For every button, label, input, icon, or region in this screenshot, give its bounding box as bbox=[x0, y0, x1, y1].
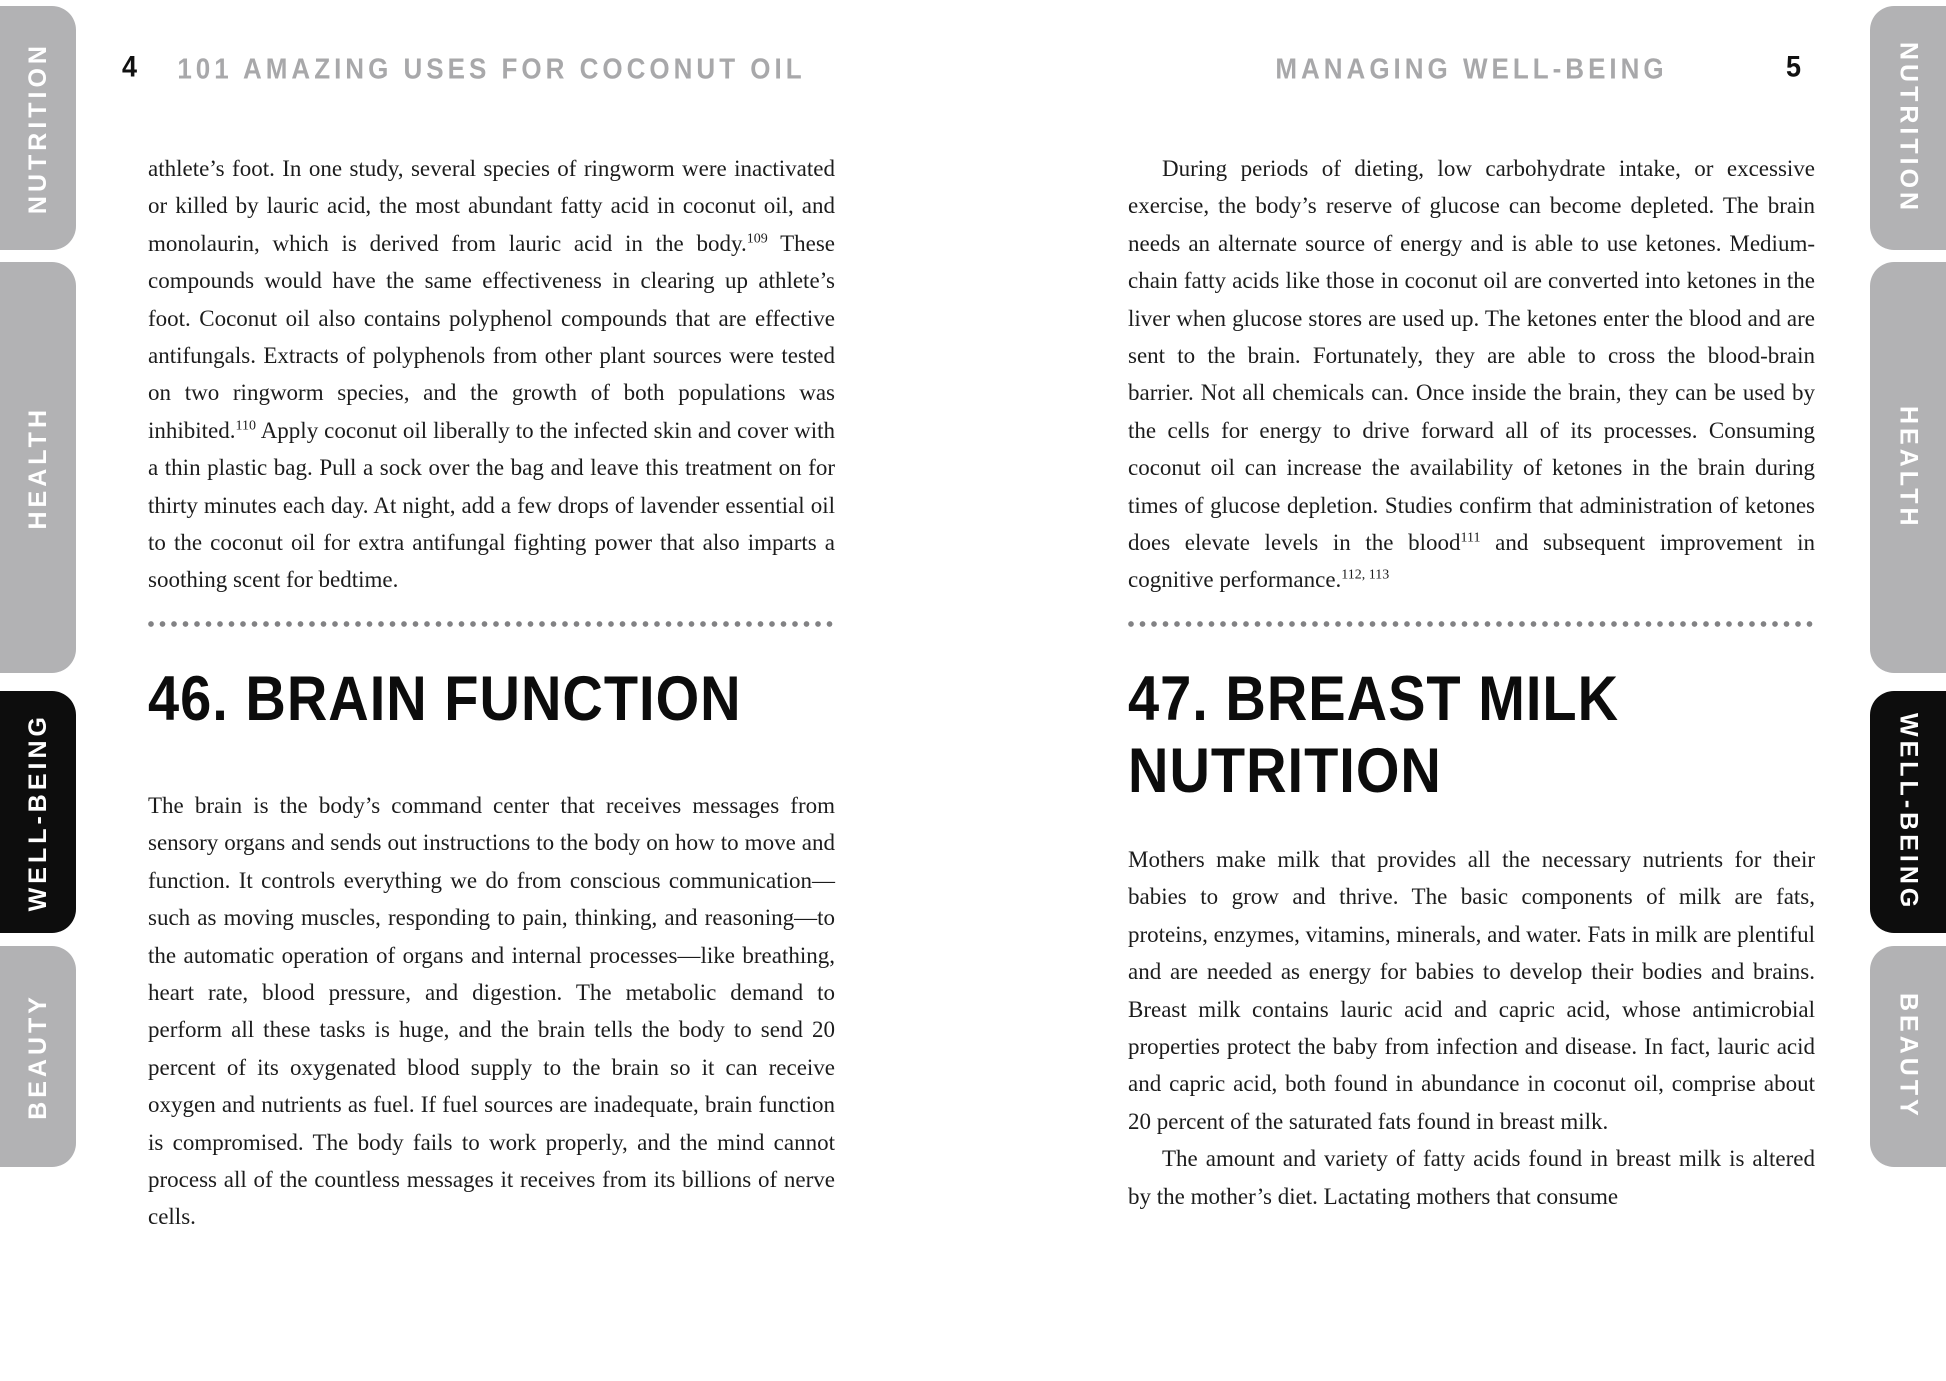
section-tab-label: NUTRITION bbox=[1894, 41, 1923, 215]
section-tab-well-being-right bbox=[1870, 691, 1946, 933]
page-number-right: 5 bbox=[1786, 50, 1802, 83]
right-page-text-column bbox=[1128, 150, 1815, 1215]
running-head-right: MANAGING WELL-BEING bbox=[1275, 52, 1668, 85]
body-paragraph: The brain is the body’s command center that receives messages from sensory organs and sends out instructions to the body on how to move and function. It controls everything we do from conscious communication—such as moving muscles, responding to pain, thinking, and reasoning—to the automatic operation of organs and internal processes—like breathing, heart rate, blood pressure, and digestion. The metabolic demand to perform all these tasks is huge, and the brain tells the body to send 20 percent of its oxygenated blood supply to the brain so it can receive oxygen and nutrients as fuel. If fuel sources are inadequate, brain function is compromised. The body fails to work properly, and the mind cannot process all of the countless messages it receives from its billions of nerve cells. bbox=[148, 792, 835, 1230]
heading-line: NUTRITION bbox=[1128, 734, 1442, 806]
section-tab-beauty-left bbox=[0, 946, 76, 1167]
body-paragraph: Mothers make milk that provides all the necessary nutrients for their babies to grow and thrive. The basic components of milk are fats, proteins, enzymes, vitamins, minerals, and water. Fats in milk are plentiful and are needed as energy for babies to develop their bodies and brains. Breast milk contains lauric acid and capric acid, whose antimicrobial properties protect the baby from infection and disease. In fact, lauric acid and capric acid, both found in abundance in coconut oil, comprise about 20 percent of the saturated fats found in breast milk. bbox=[1128, 846, 1815, 1134]
section-tab-label: HEALTH bbox=[23, 405, 52, 530]
section-heading-46-brain-function: 46. BRAIN FUNCTION bbox=[148, 662, 742, 734]
section-tab-health-left bbox=[0, 262, 76, 673]
section-tab-well-being-left bbox=[0, 691, 76, 933]
section-tab-label: HEALTH bbox=[1894, 405, 1923, 530]
section-tab-beauty-right bbox=[1870, 946, 1946, 1167]
section-tab-label: NUTRITION bbox=[23, 41, 52, 215]
section-tab-label: WELL-BEING bbox=[1894, 712, 1923, 912]
dotted-section-divider bbox=[1128, 621, 1815, 627]
body-paragraph: The amount and variety of fatty acids found in breast milk is altered by the mother’s diet. Lactating mothers that consume bbox=[1128, 1146, 1815, 1209]
body-paragraph-continued: athlete’s foot. In one study, several species of ringworm were inactivated or killed by lauric acid, the most abundant fatty acid in coconut oil, and monolaurin, which is derived from lauric acid in the body.$^{109}$ These compounds would have the same effectiveness in clearing up athlete’s foot. Coconut oil also contains polyphenol compounds that are effective antifungals. Extracts of polyphenols from other plant sources were tested on two ringworm species, and the growth of both populations was inhibited.$^{110}$ Apply coconut oil liberally to the infected skin and cover with a thin plastic bag. Pull a sock over the bag and leave this treatment on for thirty minutes each day. At night, add a few drops of lavender essential oil to the coconut oil for extra antifungal fighting power that also imparts a soothing scent for bedtime. bbox=[148, 156, 835, 593]
running-head-left: 101 AMAZING USES FOR COCONUT OIL bbox=[177, 52, 806, 85]
section-tab-health-right bbox=[1870, 262, 1946, 673]
heading-line: 47. BREAST MILK bbox=[1128, 662, 1620, 734]
section-tab-nutrition-right bbox=[1870, 6, 1946, 250]
body-paragraph-continued: During periods of dieting, low carbohydrate intake, or excessive exercise, the body’s reserve of glucose can become depleted. The brain needs an alternate source of energy and is able to use ketones. Medium-chain fatty acids like those in coconut oil are converted into ketones in the liver when glucose stores are used up. The ketones enter the blood and are sent to the brain. Fortunately, they are able to cross the blood-brain barrier. Not all chemicals can. Once inside the brain, they can be used by the cells for energy to drive forward all of its processes. Consuming coconut oil can increase the availability of ketones in the brain during times of glucose depletion. Studies confirm that administration of ketones does elevate levels in the blood$^{111}$ and subsequent improvement in cognitive performance.$^{112, 113}$ bbox=[1128, 156, 1815, 593]
section-heading-47-breast-milk-nutrition bbox=[1128, 663, 1815, 806]
section-tab-label: WELL-BEING bbox=[23, 712, 52, 912]
section-tab-label: BEAUTY bbox=[23, 993, 52, 1120]
section-tab-nutrition-left bbox=[0, 6, 76, 250]
section-tab-label: BEAUTY bbox=[1894, 993, 1923, 1120]
left-page-text-column bbox=[148, 150, 835, 1236]
page-number-left: 4 bbox=[122, 50, 138, 83]
dotted-section-divider bbox=[148, 621, 835, 627]
